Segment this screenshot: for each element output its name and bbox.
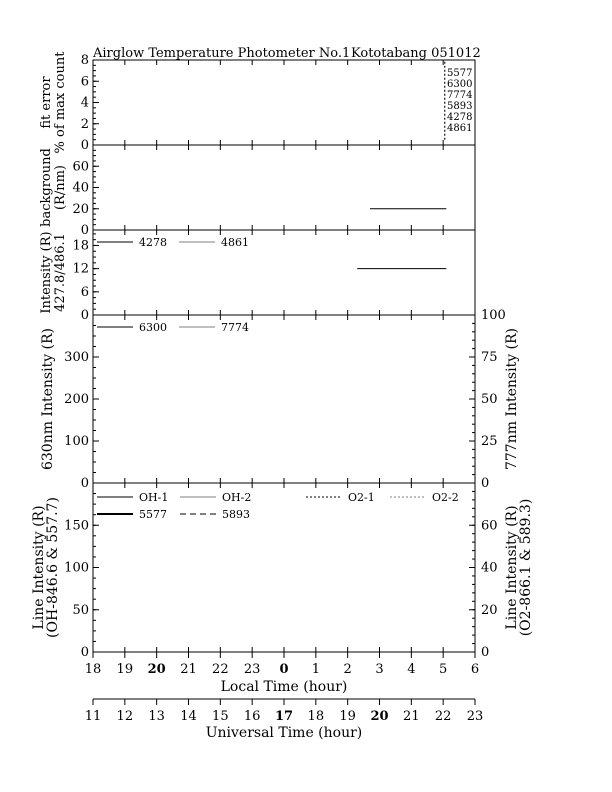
y-right-tick-label: 100 xyxy=(481,308,506,323)
ut-x-tick-label: 14 xyxy=(180,709,197,724)
panel-frame xyxy=(93,60,475,145)
local-x-tick-label: 20 xyxy=(147,662,166,677)
y-axis-label: background xyxy=(39,148,54,227)
local-x-tick-label: 3 xyxy=(375,662,384,677)
y-right-tick-label: 20 xyxy=(481,602,498,618)
legend-label: 4861 xyxy=(447,123,473,134)
ut-x-tick-label: 16 xyxy=(243,709,261,724)
y-tick-label: 18 xyxy=(72,238,89,254)
y-right-tick-label: 0 xyxy=(481,645,490,660)
ut-axis-title: Universal Time (hour) xyxy=(205,725,363,741)
y-axis-label: fit error xyxy=(39,76,54,129)
y-axis-label: (R/nm) xyxy=(53,164,68,211)
panel-frame xyxy=(93,145,475,230)
legend-label: 6300 xyxy=(139,321,167,334)
local-x-tick-label: 22 xyxy=(212,662,229,677)
y-tick-label: 50 xyxy=(72,602,89,618)
y-tick-label: 0 xyxy=(80,476,89,491)
local-x-tick-label: 19 xyxy=(116,662,134,677)
ut-x-tick-label: 23 xyxy=(466,709,484,724)
legend-label: 7774 xyxy=(447,90,473,101)
legend-label: 6300 xyxy=(447,79,473,90)
y-tick-label: 0 xyxy=(80,308,89,323)
y-axis-label: Intensity (R) xyxy=(39,231,54,314)
y-tick-label: 100 xyxy=(64,434,89,449)
y-right-tick-label: 25 xyxy=(481,434,498,449)
y-tick-label: 20 xyxy=(72,201,89,217)
legend-label: 4861 xyxy=(221,236,249,249)
panel-intensity_blue xyxy=(39,230,475,323)
panel-red_green xyxy=(40,308,520,491)
y-tick-label: 6 xyxy=(80,74,89,90)
ut-x-tick-label: 11 xyxy=(84,709,102,724)
legend-label: 5893 xyxy=(222,508,250,521)
ut-x-tick-label: 18 xyxy=(307,709,325,724)
chart-title: Airglow Temperature Photometer No.1 xyxy=(93,46,351,61)
legend-label: 5577 xyxy=(447,68,473,79)
legend-label: O2-2 xyxy=(432,491,459,504)
legend-label: OH-2 xyxy=(222,491,252,504)
y-axis-label: % of max count xyxy=(53,51,68,154)
local-x-tick-label: 1 xyxy=(311,662,320,677)
y-tick-label: 0 xyxy=(80,223,89,238)
y-tick-label: 150 xyxy=(64,518,89,534)
y-tick-label: 300 xyxy=(64,350,89,365)
y-axis-label: Line Intensity (R) xyxy=(31,505,47,630)
y-tick-label: 0 xyxy=(80,645,89,660)
panel-background xyxy=(39,145,475,238)
y-tick-label: 2 xyxy=(80,116,89,132)
ut-x-tick-label: 22 xyxy=(434,709,452,724)
ut-x-tick-label: 20 xyxy=(370,709,389,724)
ut-x-tick-label: 12 xyxy=(116,709,134,724)
local-x-tick-label: 5 xyxy=(439,662,448,677)
y-right-axis-label: (O2-866.1 & 589.3) xyxy=(518,498,534,637)
y-right-tick-label: 40 xyxy=(481,560,498,576)
y-axis-label: 427.8/486.1 xyxy=(53,233,68,312)
panel-frame xyxy=(93,315,475,483)
y-tick-label: 40 xyxy=(72,180,89,196)
y-tick-label: 8 xyxy=(80,53,89,68)
ut-x-tick-label: 21 xyxy=(403,709,420,724)
y-right-tick-label: 75 xyxy=(481,350,498,365)
legend-label: 4278 xyxy=(447,112,473,123)
time-axes-group xyxy=(85,652,484,741)
panels-group xyxy=(31,51,534,660)
y-tick-label: 6 xyxy=(80,284,89,300)
ut-x-tick-label: 15 xyxy=(212,709,229,724)
local-x-tick-label: 4 xyxy=(407,662,416,677)
legend-label: O2-1 xyxy=(348,491,375,504)
y-tick-label: 0 xyxy=(80,138,89,153)
y-right-tick-label: 50 xyxy=(481,392,498,407)
legend-label: 5893 xyxy=(447,101,473,112)
local-x-tick-label: 6 xyxy=(470,662,480,677)
y-tick-label: 100 xyxy=(64,560,89,576)
ut-x-tick-label: 17 xyxy=(274,709,294,724)
y-tick-label: 60 xyxy=(72,159,89,175)
legend-label: 4278 xyxy=(139,236,167,249)
panel-fit_error xyxy=(39,51,475,154)
y-tick-label: 200 xyxy=(64,392,89,407)
local-x-tick-label: 23 xyxy=(243,662,261,677)
ut-x-tick-label: 13 xyxy=(148,709,165,724)
legend-label: 5577 xyxy=(139,508,167,521)
ut-x-tick-label: 19 xyxy=(339,709,356,724)
local-x-tick-label: 21 xyxy=(180,662,197,677)
local-x-tick-label: 2 xyxy=(343,662,352,677)
y-right-axis-label: Line Intensity (R) xyxy=(504,505,520,630)
local-x-tick-label: 0 xyxy=(279,662,289,677)
y-tick-label: 4 xyxy=(80,95,89,111)
legend-label: 7774 xyxy=(221,321,249,334)
panel-line_intensity xyxy=(31,483,534,660)
y-right-axis-label: 777nm Intensity (R) xyxy=(504,327,520,471)
y-tick-label: 12 xyxy=(72,261,89,277)
y-right-tick-label: 60 xyxy=(481,518,498,534)
local-x-tick-label: 18 xyxy=(84,662,102,677)
y-axis-label: (OH-846.6 & 557.7) xyxy=(45,497,61,638)
y-axis-label: 630nm Intensity (R) xyxy=(40,327,56,471)
legend-label: OH-1 xyxy=(139,491,169,504)
chart-site-label: Kototabang 051012 xyxy=(351,46,481,61)
local-time-axis-title: Local Time (hour) xyxy=(220,679,348,695)
y-right-tick-label: 0 xyxy=(481,476,490,491)
